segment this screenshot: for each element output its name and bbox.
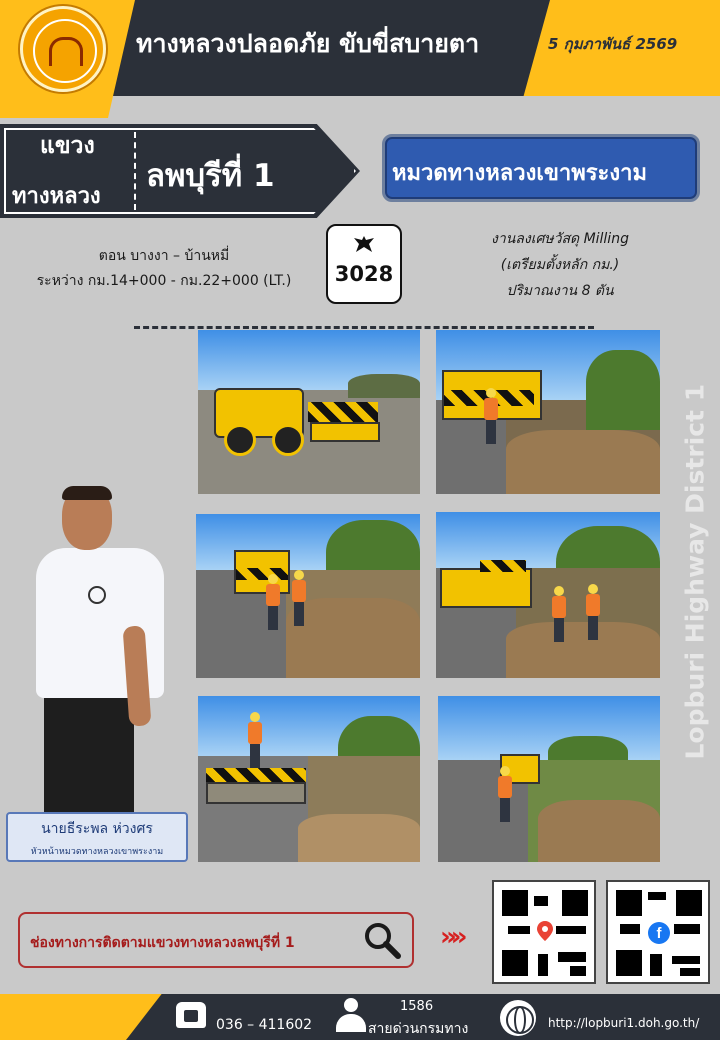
section-divider — [134, 326, 594, 329]
section-line2: ระหว่าง กม.14+000 - กม.22+000 (LT.) — [36, 273, 292, 289]
header-title: ทางหลวงปลอดภัย ขับขี่สบายตา — [136, 29, 480, 58]
work-line3: ปริมาณงาน 8 ตัน — [506, 283, 614, 299]
qr-code-maps[interactable] — [492, 880, 596, 984]
work-info — [440, 226, 680, 304]
phone-icon — [176, 1002, 206, 1028]
staff-photo — [30, 486, 170, 816]
work-photo-4 — [436, 512, 660, 678]
footer-hotline-label: สายด่วนกรมทาง — [368, 1021, 469, 1037]
garuda-icon — [352, 234, 376, 254]
district-label-line1: แขวง — [40, 133, 95, 159]
work-photo-2 — [436, 330, 660, 494]
follow-channels-text: ช่องทางการติดตามแขวงทางหลวงลพบุรีที่ 1 — [30, 935, 295, 951]
magnifier-icon — [362, 920, 402, 960]
staff-position: หัวหน้าหมวดทางหลวงเขาพระงาม — [30, 847, 164, 857]
facebook-icon: f — [648, 922, 670, 944]
work-photo-1 — [198, 330, 420, 494]
operator-icon — [336, 998, 366, 1032]
district-divider — [134, 132, 136, 210]
google-maps-icon — [536, 920, 554, 942]
route-number: 3028 — [334, 262, 394, 286]
header-date: 5 กุมภาพันธ์ 2569 — [548, 35, 678, 53]
footer-hotline-number[interactable]: 1586 — [400, 999, 434, 1014]
section-info — [14, 244, 314, 294]
department-logo — [20, 6, 106, 92]
qr-code-facebook[interactable] — [606, 880, 710, 984]
work-line1: งานลงเศษวัสดุ Milling — [491, 231, 629, 247]
chevron-right-icon: »» — [440, 922, 462, 952]
globe-icon — [500, 1000, 536, 1036]
district-name: ลพบุรีที่ 1 — [146, 158, 275, 194]
work-photo-5 — [198, 696, 420, 862]
work-line2: (เตรียมตั้งหลัก กม.) — [500, 257, 620, 273]
unit-label: หมวดทางหลวงเขาพระงาม — [392, 161, 647, 186]
staff-name: นายธีระพล ห่วงศร — [41, 821, 153, 837]
section-line1: ตอน บางงา – บ้านหมี่ — [98, 248, 230, 264]
work-photo-3 — [196, 514, 420, 678]
footer-phone[interactable]: 036 – 411602 — [216, 1017, 313, 1033]
footer-website-link[interactable]: http://lopburi1.doh.go.th/ — [548, 1016, 700, 1030]
work-photo-6 — [438, 696, 660, 862]
district-label-line2: ทางหลวง — [12, 184, 101, 209]
district-watermark: Lopburi Highway District 1 — [680, 383, 710, 760]
